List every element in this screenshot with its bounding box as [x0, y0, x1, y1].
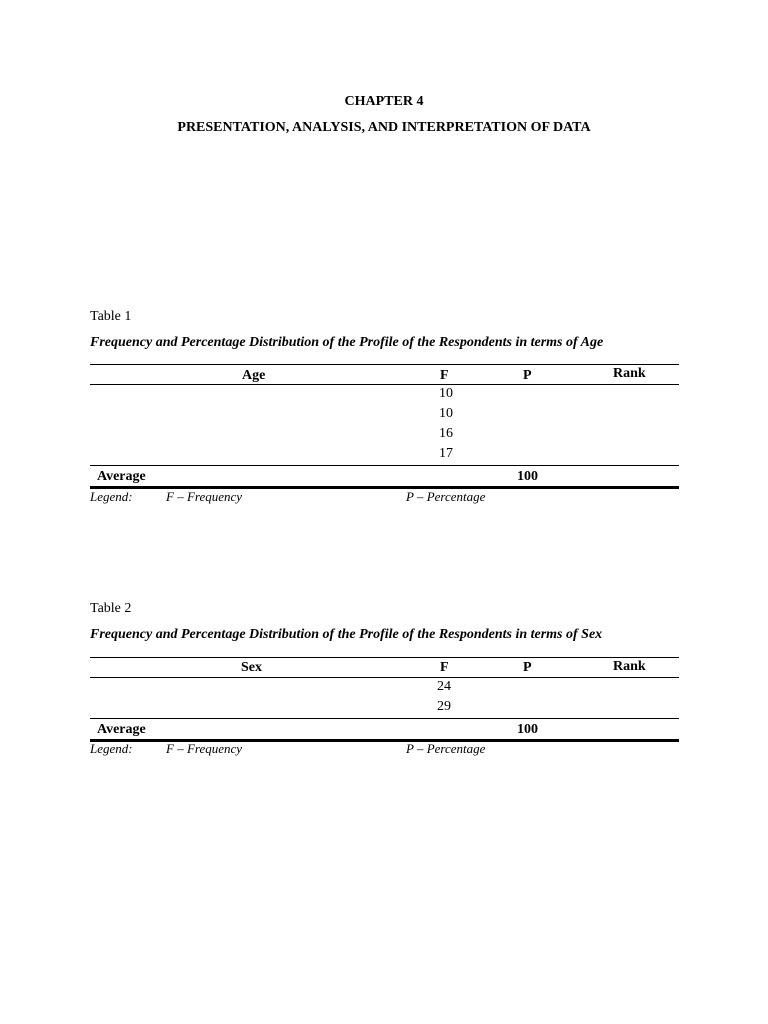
table-top-rule	[90, 364, 679, 365]
table-total-rule	[90, 718, 679, 719]
table-caption: Frequency and Percentage Distribution of the Profile of the Respondents in terms of Sex	[90, 627, 603, 642]
legend-frequency: F – Frequency	[166, 489, 243, 504]
legend-percentage: P – Percentage	[406, 489, 486, 504]
table-label: Table 2	[90, 601, 132, 616]
table-label: Table 1	[90, 309, 132, 324]
column-header-frequency: F	[440, 660, 449, 675]
table-1	[90, 309, 679, 509]
average-label: Average	[97, 469, 146, 484]
average-label: Average	[97, 722, 146, 737]
legend-title: Legend:	[90, 741, 133, 756]
column-header-rank: Rank	[613, 659, 646, 674]
column-header-sex: Sex	[241, 660, 262, 675]
column-header-frequency: F	[440, 368, 449, 383]
table-header-rule	[90, 384, 679, 385]
chapter-subtitle: PRESENTATION, ANALYSIS, AND INTERPRETATION OF DATA	[177, 120, 591, 135]
column-header-percentage: P	[523, 368, 532, 383]
chapter-title: CHAPTER 4	[344, 94, 424, 109]
table-2	[90, 601, 679, 771]
table-total-rule	[90, 465, 679, 466]
average-percentage: 100	[517, 722, 538, 737]
frequency-cell: 29	[437, 699, 451, 714]
legend-percentage: P – Percentage	[406, 741, 486, 756]
column-header-rank: Rank	[613, 366, 646, 381]
column-header-age: Age	[242, 368, 266, 383]
column-header-percentage: P	[523, 660, 532, 675]
frequency-cell: 16	[439, 426, 453, 441]
frequency-cell: 10	[439, 386, 453, 401]
average-percentage: 100	[517, 469, 538, 484]
frequency-cell: 24	[437, 679, 451, 694]
table-top-rule	[90, 657, 679, 658]
frequency-cell: 17	[439, 446, 453, 461]
table-header-rule	[90, 677, 679, 678]
frequency-cell: 10	[439, 406, 453, 421]
legend-title: Legend:	[90, 489, 133, 504]
table-caption: Frequency and Percentage Distribution of the Profile of the Respondents in terms of Age	[90, 335, 604, 350]
legend-frequency: F – Frequency	[166, 741, 243, 756]
